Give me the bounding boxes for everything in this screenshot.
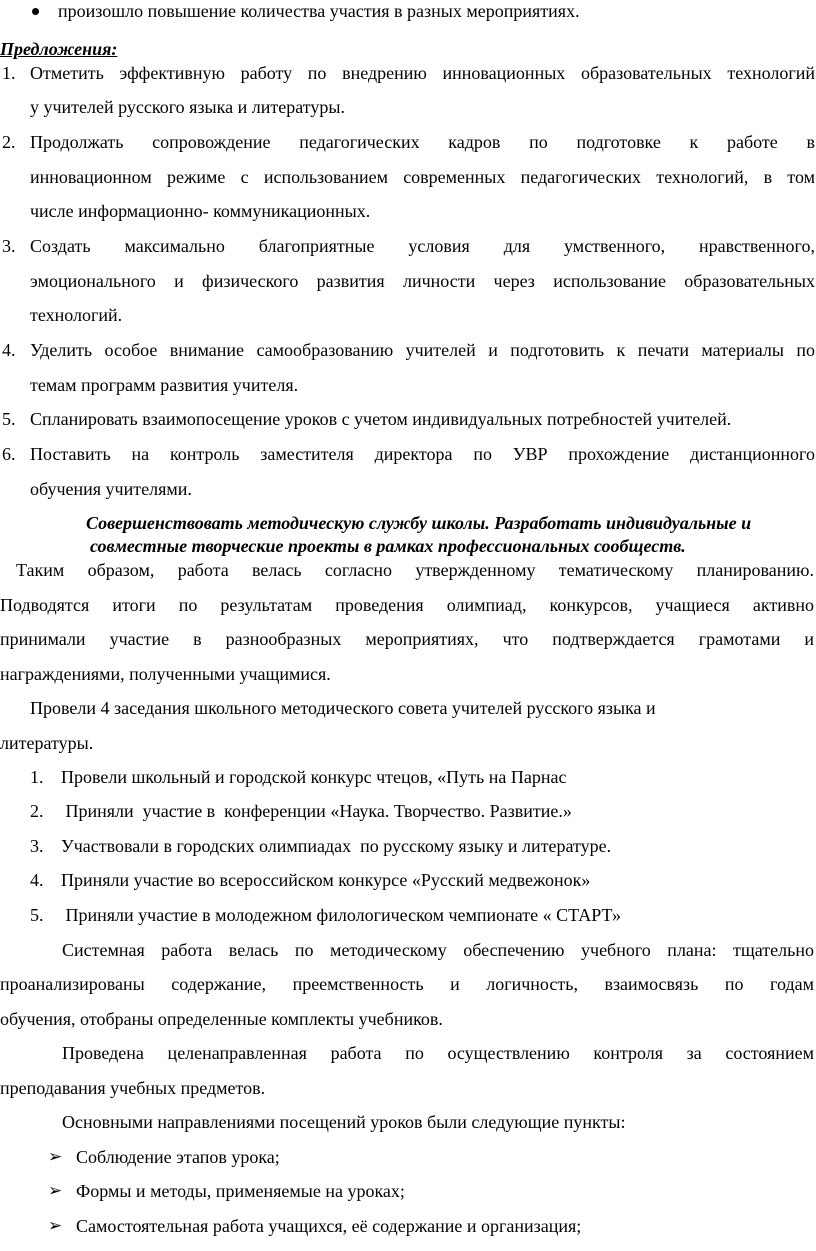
- system-line: Системная работа велась по методическому обеспечению учебного плана: тщательно: [62, 940, 814, 960]
- summary-line: Подводятся итоги по результатам проведения олимпиад, конкурсов, учащиеся активно: [0, 595, 814, 615]
- event-text: Приняли участие в молодежном филологическом чемпионате « СТАРТ»: [61, 905, 622, 925]
- direction-item: Самостоятельная работа учащихся, её содержание и организация;: [76, 1216, 582, 1236]
- proposal-line: Уделить особое внимание самообразованию учителей и подготовить к печати материалы по: [30, 340, 815, 360]
- top-bullet-text: произошло повышение количества участия в разных мероприятиях.: [58, 1, 580, 21]
- proposal-number: 2.: [2, 132, 16, 152]
- event-text: Приняли участие в конференции «Наука. Творчество. Развитие.»: [61, 801, 572, 821]
- proposal-line: Отметить эффективную работу по внедрению инновационных образовательных технологий: [30, 63, 815, 83]
- proposal-line: Продолжать сопровождение педагогических кадров по подготовке к работе в: [30, 132, 815, 152]
- arrow-bullet-icon: ➢: [48, 1147, 63, 1166]
- proposal-line: обучения учителями.: [30, 479, 192, 499]
- control-line: преподавания учебных предметов.: [0, 1078, 266, 1098]
- proposal-line: темам программ развития учителя.: [30, 375, 299, 395]
- bullet-dot-icon: [32, 8, 39, 15]
- system-line: проанализированы содержание, преемственность и логичность, взаимосвязь по годам: [0, 974, 814, 994]
- proposal-line: Поставить на контроль заместителя директора по УВР прохождение дистанционного: [30, 444, 815, 464]
- proposal-number: 1.: [2, 63, 16, 83]
- proposal-number: 5.: [2, 409, 16, 429]
- event-number: 4.: [30, 870, 44, 890]
- event-number: 1.: [30, 767, 44, 787]
- proposal-line: у учителей русского языка и литературы.: [30, 97, 345, 117]
- meetings-line: Провели 4 заседания школьного методического совета учителей русского языка и: [30, 698, 656, 718]
- event-number: 3.: [30, 836, 44, 856]
- direction-item: Соблюдение этапов урока;: [76, 1147, 280, 1167]
- proposal-number: 4.: [2, 340, 16, 360]
- arrow-bullet-icon: ➢: [48, 1181, 63, 1200]
- goal-line: Совершенствовать методическую службу школы. Разработать индивидуальные и: [86, 513, 752, 533]
- direction-item: Формы и методы, применяемые на уроках;: [76, 1181, 405, 1201]
- summary-line: Таким образом, работа велась согласно утвержденному тематическому планированию.: [16, 560, 814, 580]
- summary-line: принимали участие в разнообразных мероприятиях, что подтверждается грамотами и: [0, 629, 814, 649]
- proposal-line: Создать максимально благоприятные условия для умственного, нравственного,: [30, 236, 815, 256]
- summary-line: награждениями, полученными учащимися.: [0, 664, 331, 684]
- arrow-bullet-icon: ➢: [48, 1216, 63, 1235]
- proposal-line: инновационном режиме с использованием современных педагогических технологий, в том: [30, 167, 815, 187]
- event-number: 5.: [30, 905, 44, 925]
- system-line: обучения, отобраны определенные комплекты учебников.: [0, 1009, 443, 1029]
- proposal-line: Спланировать взаимопосещение уроков с учетом индивидуальных потребностей учителей.: [30, 409, 732, 429]
- event-text: Провели школьный и городской конкурс чтецов, «Путь на Парнас: [61, 767, 567, 787]
- proposal-number: 6.: [2, 444, 16, 464]
- control-line: Проведена целенаправленная работа по осуществлению контроля за состоянием: [62, 1043, 814, 1063]
- directions-intro: Основными направлениями посещений уроков были следующие пункты:: [62, 1112, 626, 1132]
- proposal-line: технологий.: [30, 305, 123, 325]
- event-number: 2.: [30, 801, 44, 821]
- event-text: Участвовали в городских олимпиадах по русскому языку и литературе.: [61, 836, 612, 856]
- meetings-line: литературы.: [0, 733, 94, 753]
- event-text: Приняли участие во всероссийском конкурсе «Русский медвежонок»: [61, 870, 591, 890]
- goal-line: совместные творческие проекты в рамках профессиональных сообществ.: [90, 536, 686, 556]
- proposals-heading: Предложения:: [0, 39, 118, 59]
- proposal-number: 3.: [2, 236, 16, 256]
- proposal-line: числе информационно- коммуникационных.: [30, 201, 371, 221]
- proposal-line: эмоционального и физического развития личности через использование образовательных: [30, 271, 815, 291]
